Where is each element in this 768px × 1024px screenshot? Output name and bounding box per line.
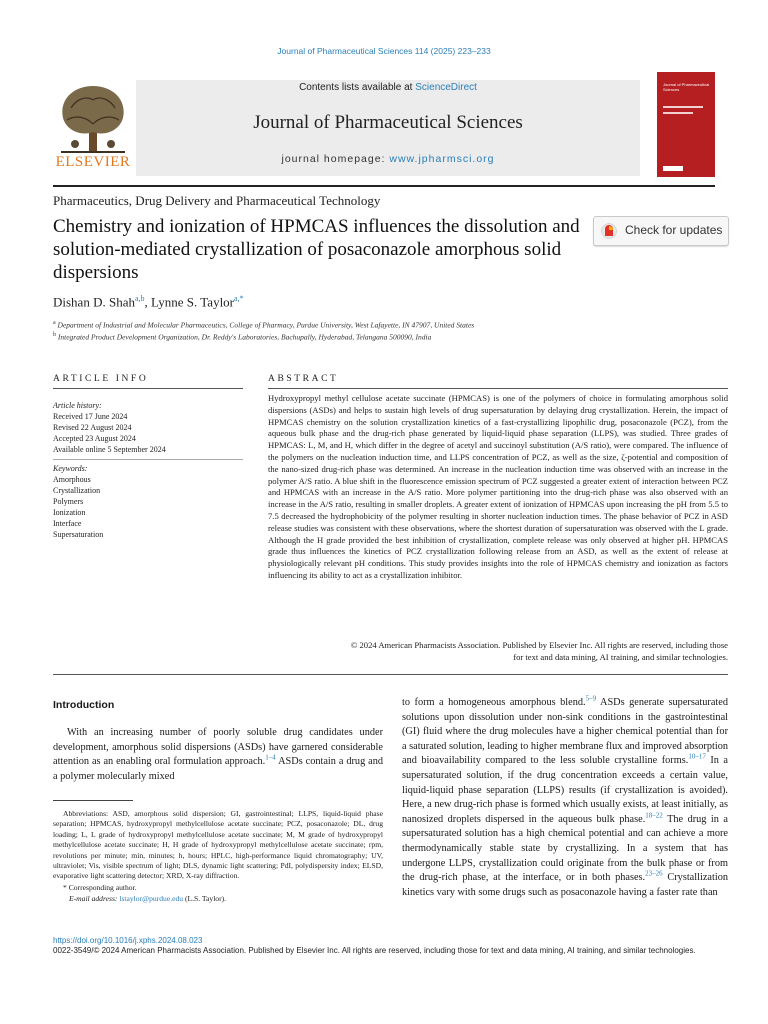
citation-link[interactable]: 1–4 bbox=[265, 753, 276, 762]
keywords-label: Keywords: bbox=[53, 464, 88, 473]
affiliation bbox=[53, 332, 431, 342]
check-updates-label: Check for updates bbox=[625, 223, 723, 237]
affiliation-text: Department of Industrial and Molecular Pharmaceutics, College of Pharmacy, Purdue University, West Lafayette, IN 47907, United States bbox=[57, 320, 475, 330]
sciencedirect-link[interactable]: ScienceDirect bbox=[415, 82, 477, 93]
abstract-text: Hydroxypropyl methyl cellulose acetate succinate (HPMCAS) is one of the polymers of choice in formulating amorphous solid dispersions (ASDs) and helps to sustain high levels of drug supersaturation by delaying drug crystallization. Herein, the impact of HPMCAS chemistry on the solution crystallization kinetics of a fast-crystallizing lipophilic drug, posaconazole (PCZ), from the aqueous bulk phase and the drug-rich phase generated by liquid-liquid phase separation (LLPS), was studied. Three grades of HPMCAS: L, M, and H, which differ in the degree of acetyl and succinoyl substitution (A/S ratio), were compared. The influence of the polymers on the nucleation induction time, and LLPS concentration of PCZ, as well as the size, ζ-potential and composition of the nano-sized drug-rich phase was determined. An increase in the nucleation induction time was observed with an increase in the polymer A/S ratio. A blue shift in the fluorescence emission spectrum of PCZ suggested a greater extent of interaction between PCZ and HPMCAS with an increase in the A/S ratio. More polymer partitioning into the drug-rich phase was also observed with an increase in the A/S ratio, resulting in smaller droplets. A greater extent of ionization of HPMCAS upon increasing the pH from 5.5 to 7.5 decreased the hydrophobicity of the polymer resulting in shorter nucleation induction times. The phase behavior of PCZ in ASD release studies was consistent with these observations, where the shortest duration of supersaturation was observed with the L grade. Although the H grade provided the best inhibition of crystallization, complete release was only observed at higher pH. HPMCAS grade thus influences the kinetics of PCZ crystallization following release from an ASD, as well as the extent of release at physiologically relevant pH conditions. This study provides insights into the role of HPMCAS chemistry and ionization as factors influencing its ability to act as a crystallization inhibitor. bbox=[268, 393, 728, 580]
journal-cover-image[interactable] bbox=[657, 72, 715, 177]
article-info-rule bbox=[53, 388, 243, 389]
author-list: Dishan D. Shah$^{a,b}$, Lynne S. Taylor$^{a,*}$ bbox=[53, 294, 244, 310]
intro-paragraph-right: to form a homogeneous amorphous blend.$^{5-9}$ ASDs generate supersaturated solutions upon dissolution under non-sink conditions in the gastrointestinal (GI) fluid where the drug molecules have a higher chemical potential than for a saturated solution, leading to higher membrane flux and improved absorption and bioavailability compared to the less soluble crystalline forms.$^{10-17}$ In a supersaturated solution, if the drug concentration exceeds a certain value, liquid-liquid phase separation (LLPS) results (if crystallization is avoided). Here, a new drug-rich phase is formed which usually exists, at least initially, as nanosized droplets dispersed in the aqueous bulk phase.$^{18-22}$ The drug in a supersaturated solution has a high chemical potential and can achieve a more thermodynamically stable state by crystallizing. In a system that has undergone LLPS, crystallization could originate from the bulk phase or from the drug-rich phase, at the interface, or in both phases.$^{23-26}$ Crystallization kinetics vary with some drugs such as posaconazole having a faster rate than bbox=[402, 694, 729, 898]
journal-citation[interactable]: Journal of Pharmaceutical Sciences 114 (2025) 223–233 bbox=[277, 46, 491, 56]
article-info-heading: ARTICLE INFO bbox=[53, 374, 149, 384]
info-divider bbox=[53, 459, 243, 460]
article-info bbox=[53, 400, 243, 540]
email-note: E-mail address: lstaylor@purdue.edu (L.S. Taylor). bbox=[69, 894, 227, 904]
keyword: Interface bbox=[53, 519, 82, 528]
elsevier-wordmark: ELSEVIER bbox=[55, 154, 131, 170]
email-link[interactable]: lstaylor@purdue.edu bbox=[119, 894, 184, 904]
cover-title: Journal of Pharmaceutical Sciences bbox=[663, 82, 710, 92]
corresponding-author-note: * Corresponding author. bbox=[63, 882, 137, 892]
abstract-bottom-rule bbox=[53, 674, 728, 675]
abstract-copyright bbox=[268, 640, 728, 664]
citation-link[interactable]: 23–26 bbox=[645, 869, 663, 878]
copyright-line: for text and data mining, AI training, and similar technologies. bbox=[513, 651, 728, 662]
citation-link[interactable]: 10–17 bbox=[688, 752, 706, 761]
keyword: Supersaturation bbox=[53, 530, 104, 539]
journal-homepage bbox=[136, 153, 640, 165]
journal-name: Journal of Pharmaceutical Sciences bbox=[253, 112, 523, 133]
cover-badge-icon bbox=[663, 166, 683, 171]
author-name[interactable]: Dishan D. Shah bbox=[53, 294, 135, 310]
article-title: Chemistry and ionization of HPMCAS influences the dissolution and solution-mediated crystallization of posaconazole amorphous solid dispersions bbox=[53, 216, 580, 283]
history-label: Article history: bbox=[53, 401, 102, 410]
history-item: Accepted 23 August 2024 bbox=[53, 434, 136, 443]
check-for-updates-button[interactable] bbox=[593, 216, 729, 246]
header-divider bbox=[53, 185, 715, 187]
affiliation-marker: b bbox=[53, 332, 56, 338]
check-updates-icon bbox=[601, 223, 617, 239]
homepage-link[interactable]: www.jpharmsci.org bbox=[389, 153, 495, 165]
author-name[interactable]: Lynne S. Taylor bbox=[151, 294, 235, 310]
footnote-rule bbox=[53, 800, 133, 801]
abbreviations-footnote: Abbreviations: ASD, amorphous solid dispersion; GI, gastrointestinal; LLPS, liquid-liquid phase separation; HPMCAS, hydroxypropyl methylcellulose acetate succinate; PCZ, posaconazole; DL, drug loading; L, L grade of hydroxypropyl methylcellulose acetate succinate; M, M grade of hydroxypropyl methylcellulose acetate succinate; H, H grade of hydroxypropyl methylcellulose acetate succinate; rpm, revolutions per minute; min, minutes; h, hours; HPLC, high-performance liquid chromatography; UV, ultraviolet; Vis, visible spectrum of light; DLS, dynamic light scattering; PdI, polydispersity index; ELSD, evaporative light scattering detector; XRD, X-ray diffraction. bbox=[53, 809, 383, 881]
footnotes bbox=[53, 808, 383, 905]
keyword: Crystallization bbox=[53, 486, 101, 495]
author-affiliation-marker[interactable]: a,* bbox=[234, 294, 244, 303]
affiliation-marker: a bbox=[53, 320, 56, 326]
author-affiliation-marker[interactable]: a,b bbox=[134, 294, 145, 303]
contents-prefix: Contents lists available at bbox=[299, 82, 416, 93]
article-category: Pharmaceutics, Drug Delivery and Pharmaceutical Technology bbox=[53, 193, 381, 208]
affiliation-text: Integrated Product Development Organization, Dr. Reddy's Laboratories, Bachupally, Hyderabad, Telangana 500090, India bbox=[57, 332, 432, 342]
cover-line bbox=[663, 106, 703, 108]
history-item: Available online 5 September 2024 bbox=[53, 445, 166, 454]
issn-copyright: 0022-3549/© 2024 American Pharmacists Association. Published by Elsevier Inc. All rights are reserved, including those for text and data mining, AI training, and similar technologies. bbox=[53, 946, 696, 955]
affiliation bbox=[53, 320, 474, 330]
history-item: Received 17 June 2024 bbox=[53, 412, 128, 421]
history-item: Revised 22 August 2024 bbox=[53, 423, 132, 432]
citation-link[interactable]: 5–9 bbox=[585, 694, 597, 703]
abstract-rule bbox=[268, 388, 728, 389]
contents-line bbox=[136, 82, 640, 93]
intro-paragraph-left: With an increasing number of poorly soluble drug candidates under development, amorphous solid dispersions (ASDs) have garnered considerable attention as an enabling oral formulation approach.$^{1-4}$ ASDs contain a drug and a polymer molecularly mixed bbox=[53, 727, 384, 782]
introduction-heading: Introduction bbox=[53, 699, 115, 711]
cover-line bbox=[663, 112, 693, 114]
doi-link[interactable]: https://doi.org/10.1016/j.xphs.2024.08.023 bbox=[53, 936, 203, 945]
keyword: Amorphous bbox=[53, 475, 91, 484]
keyword: Ionization bbox=[53, 508, 86, 517]
copyright-line: © 2024 American Pharmacists Association. Published by Elsevier Inc. All rights are reserved, including those bbox=[350, 640, 728, 650]
homepage-prefix: journal homepage: bbox=[281, 153, 390, 165]
citation-link[interactable]: 18–22 bbox=[645, 811, 663, 820]
abstract-heading: ABSTRACT bbox=[268, 374, 339, 384]
keyword: Polymers bbox=[53, 497, 84, 506]
